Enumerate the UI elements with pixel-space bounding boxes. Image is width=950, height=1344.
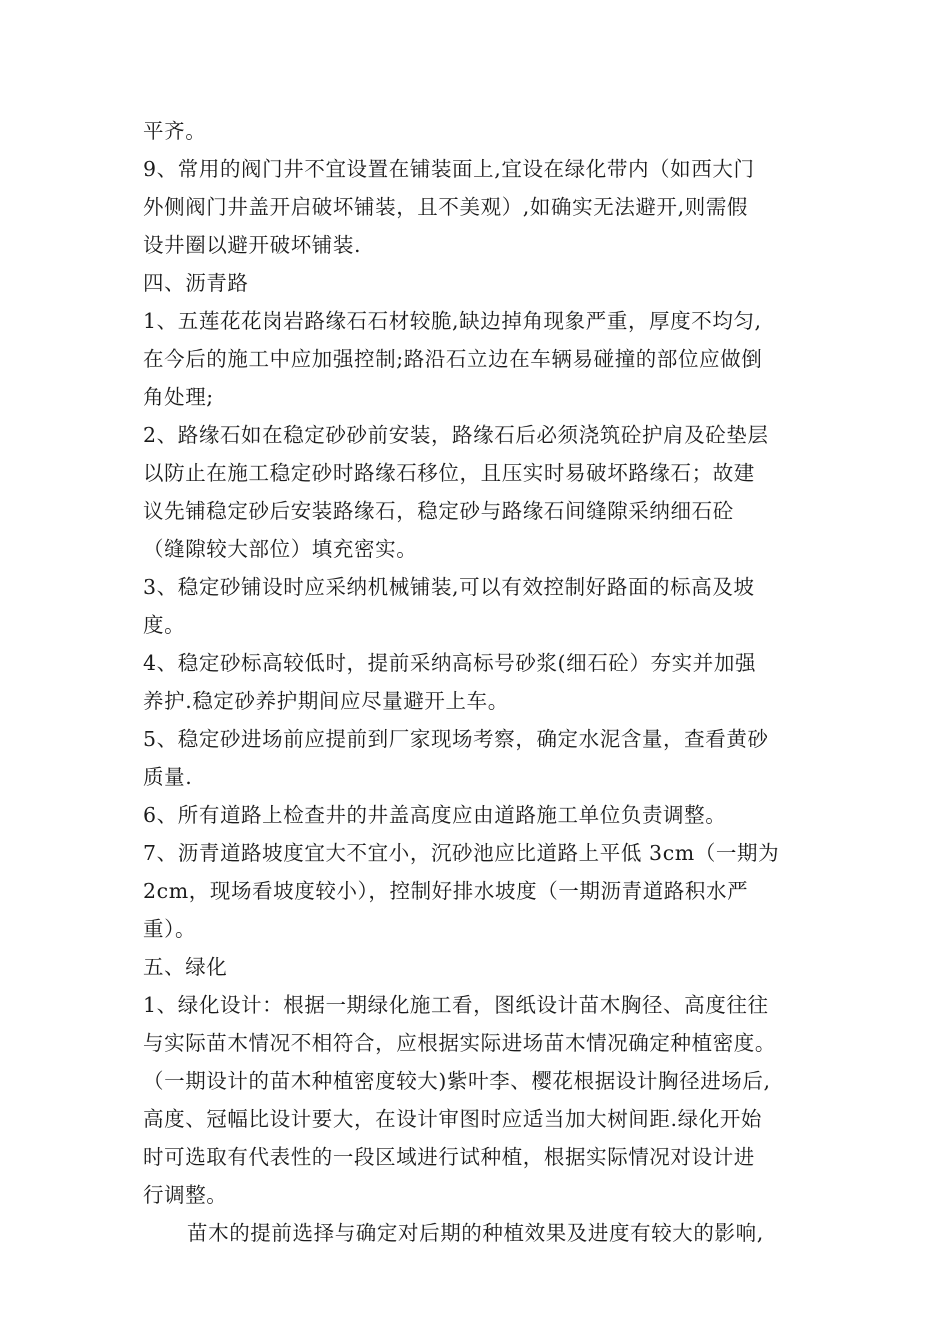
- section-heading: 四、沥青路: [143, 271, 249, 295]
- text-line: 4、稳定砂标高较低时，提前采纳高标号砂浆(细石砼）夯实并加强: [143, 651, 757, 675]
- text-line: 7、沥青道路坡度宜大不宜小，沉砂池应比道路上平低 3cm（一期为: [143, 841, 780, 865]
- text-line: 以防止在施工稳定砂时路缘石移位，且压实时易破坏路缘石；故建: [143, 461, 755, 485]
- text-line: 1、五莲花花岗岩路缘石石材较脆,缺边掉角现象严重，厚度不均匀,: [143, 309, 762, 333]
- text-line: 时可选取有代表性的一段区域进行试种植，根据实际情况对设计进: [143, 1145, 755, 1169]
- text-line: 行调整。: [143, 1183, 228, 1207]
- text-line: 设井圈以避开破坏铺装.: [143, 233, 362, 257]
- text-line: 平齐。: [143, 119, 207, 143]
- text-line: 9、常用的阀门井不宜设置在铺装面上,宜设在绿化带内（如西大门: [143, 157, 755, 181]
- text-line: 2、路缘石如在稳定砂砂前安装，路缘石后必须浇筑砼护肩及砼垫层: [143, 423, 769, 447]
- text-line: 养护.稳定砂养护期间应尽量避开上车。: [143, 689, 509, 713]
- text-line: 议先铺稳定砂后安装路缘石，稳定砂与路缘石间缝隙采纳细石砼: [143, 499, 734, 523]
- text-line: 质量.: [143, 765, 193, 789]
- text-line: 外侧阀门井盖开启破坏铺装，且不美观）,如确实无法避开,则需假: [143, 195, 749, 219]
- text-line: 在今后的施工中应加强控制;路沿石立边在车辆易碰撞的部位应做倒: [143, 347, 763, 371]
- text-line: 6、所有道路上检查井的井盖高度应由道路施工单位负责调整。: [143, 803, 727, 827]
- text-line: 3、稳定砂铺设时应采纳机械铺装,可以有效控制好路面的标高及坡: [143, 575, 755, 599]
- text-line: 1、绿化设计：根据一期绿化施工看，图纸设计苗木胸径、高度往往: [143, 993, 769, 1017]
- text-line: 5、稳定砂进场前应提前到厂家现场考察，确定水泥含量，查看黄砂: [143, 727, 769, 751]
- text-line: 高度、冠幅比设计要大，在设计审图时应适当加大树间距.绿化开始: [143, 1107, 763, 1131]
- section-heading: 五、绿化: [143, 955, 228, 979]
- text-line: 与实际苗木情况不相符合，应根据实际进场苗木情况确定种植密度。: [143, 1031, 776, 1055]
- text-line: 度。: [143, 613, 186, 637]
- text-line: （一期设计的苗木种植密度较大)紫叶李、樱花根据设计胸径进场后,: [143, 1069, 771, 1093]
- text-line: 重）。: [143, 917, 197, 941]
- text-line: 2cm，现场看坡度较小），控制好排水坡度（一期沥青道路积水严: [143, 879, 749, 903]
- document-body: [143, 112, 833, 1252]
- text-line: 角处理;: [143, 385, 214, 409]
- indented-paragraph-line: 苗木的提前选择与确定对后期的种植效果及进度有较大的影响,: [187, 1221, 764, 1245]
- text-line: （缝隙较大部位）填充密实。: [143, 537, 418, 561]
